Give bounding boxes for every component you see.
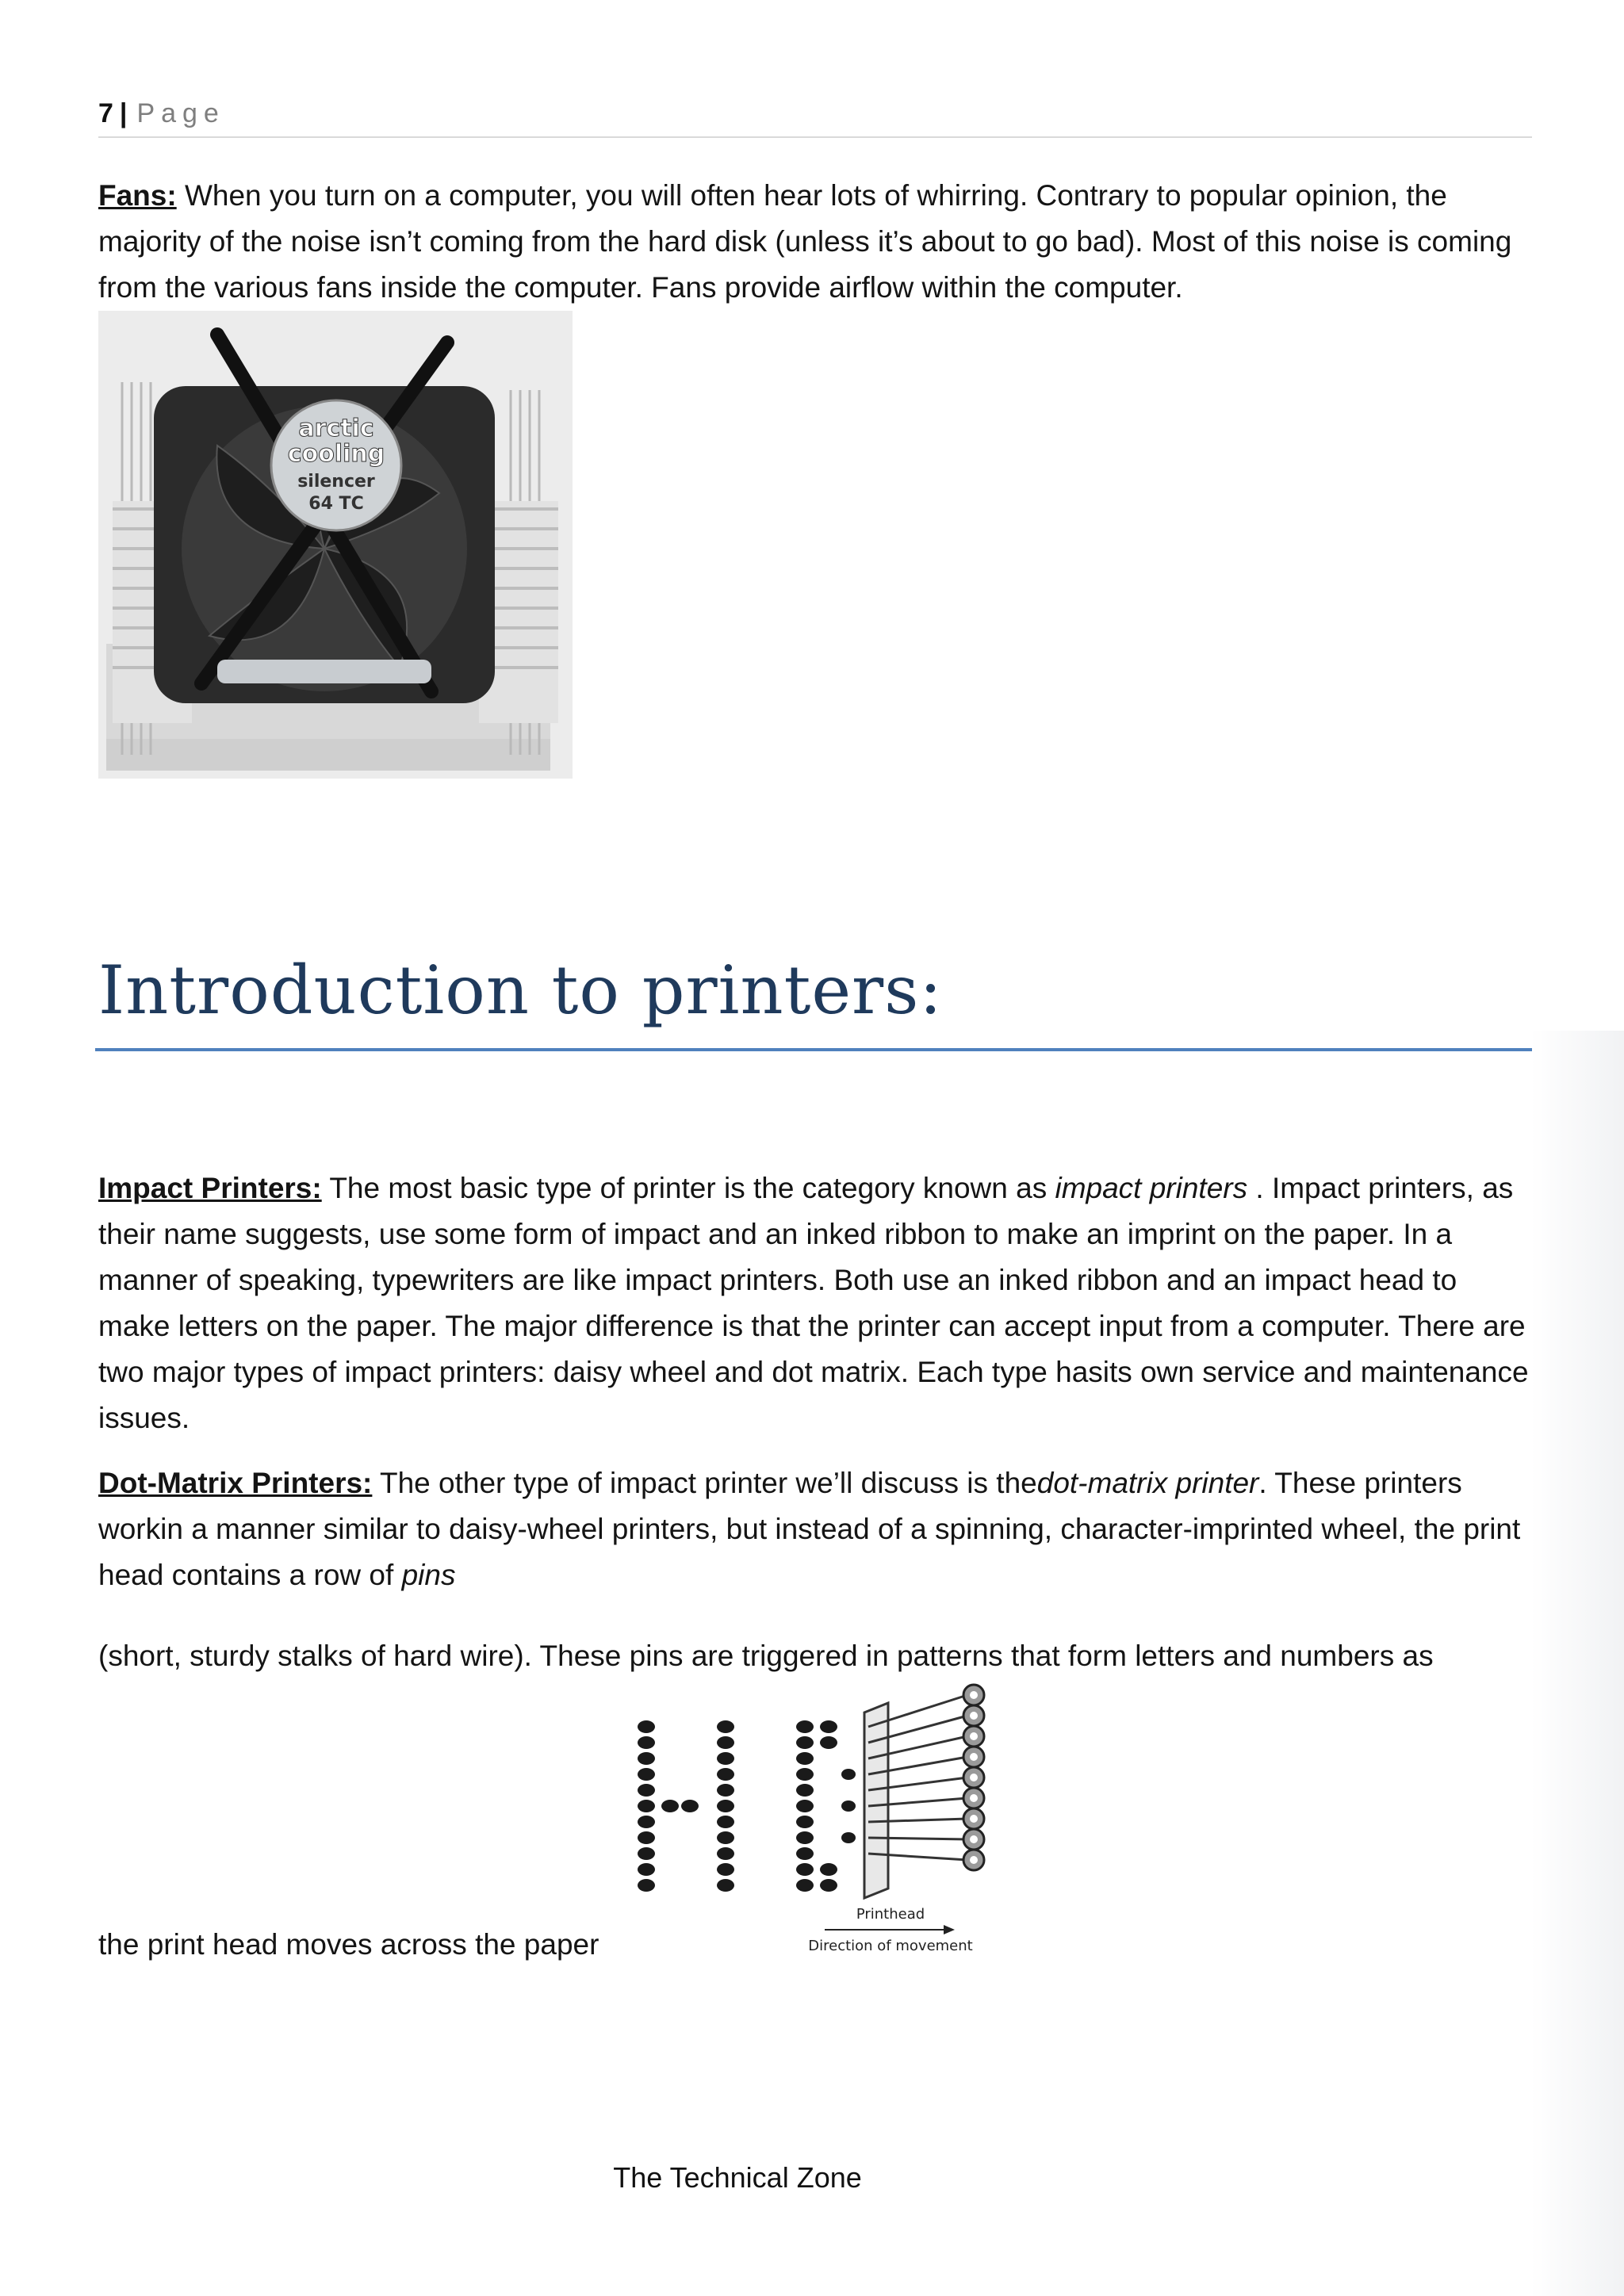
page-header	[98, 98, 225, 129]
impact-text-before: The most basic type of printer is the category known as	[321, 1172, 1055, 1204]
dot-matrix-figure	[626, 1681, 1007, 1958]
dotmatrix-text-middle: . These printers workin a manner similar to daisy-wheel printers, but instead of a spinning, character-imprinted wheel, the print head contains a row of	[98, 1467, 1521, 1591]
header-separator: |	[119, 98, 129, 128]
dotmatrix-emphasis: dot-matrix printer	[1036, 1467, 1259, 1499]
dot-matrix-paragraph	[98, 1460, 1535, 1598]
dotmatrix-emphasis-pins: pins	[401, 1559, 456, 1591]
impact-printers-paragraph	[98, 1165, 1535, 1441]
page-edge-shade	[1530, 1031, 1624, 2296]
header-rule	[98, 136, 1532, 138]
dotmatrix-lead: Dot-Matrix Printers:	[98, 1467, 373, 1499]
dot-matrix-continuation: (short, sturdy stalks of hard wire). These pins are triggered in patterns that form letters and numbers as	[98, 1640, 1434, 1672]
printhead-label: Printhead	[856, 1906, 925, 1923]
impact-emphasis: impact printers	[1055, 1172, 1248, 1204]
impact-text-after: . Impact printers, as their name suggests, use some form of impact and an inked ribbon to make an imprint on the paper. In a manner of speaking, typewriters are like impact printers. Both use an inked ribbon and an impact head to make letters on the paper. The major difference is that the printer can accept input from a computer. There are two major types of impact printers: daisy wheel and dot matrix. Each type hasits own service and maintenance issues.	[98, 1172, 1529, 1434]
impact-lead: Impact Printers:	[98, 1172, 322, 1204]
fan-photo	[98, 311, 573, 779]
section-title: Introduction to printers:	[98, 951, 943, 1029]
fan-label-line1: arctic	[298, 415, 374, 442]
page-footer: The Technical Zone	[613, 2161, 862, 2194]
page-number: 7	[98, 98, 115, 128]
dotmatrix-text-before: The other type of impact printer we’ll discuss is the	[372, 1467, 1037, 1499]
fan-label-line4: 64 TC	[308, 494, 364, 514]
fans-text: When you turn on a computer, you will often hear lots of whirring. Contrary to popular opinion, the majority of the noise isn’t coming from the hard disk (unless it’s about to go bad). Most of this noise is coming from the various fans inside the computer. Fans provide airflow within the computer.	[98, 179, 1512, 304]
fan-label-line3: silencer	[297, 472, 375, 492]
direction-label: Direction of movement	[808, 1938, 973, 1954]
dot-matrix-tail: the print head moves across the paper	[98, 1928, 599, 1961]
page-word: Page	[136, 98, 225, 128]
fans-paragraph	[98, 173, 1535, 311]
fans-lead: Fans:	[98, 179, 177, 212]
section-rule	[95, 1048, 1532, 1051]
fan-label-line2: cooling	[287, 440, 385, 468]
